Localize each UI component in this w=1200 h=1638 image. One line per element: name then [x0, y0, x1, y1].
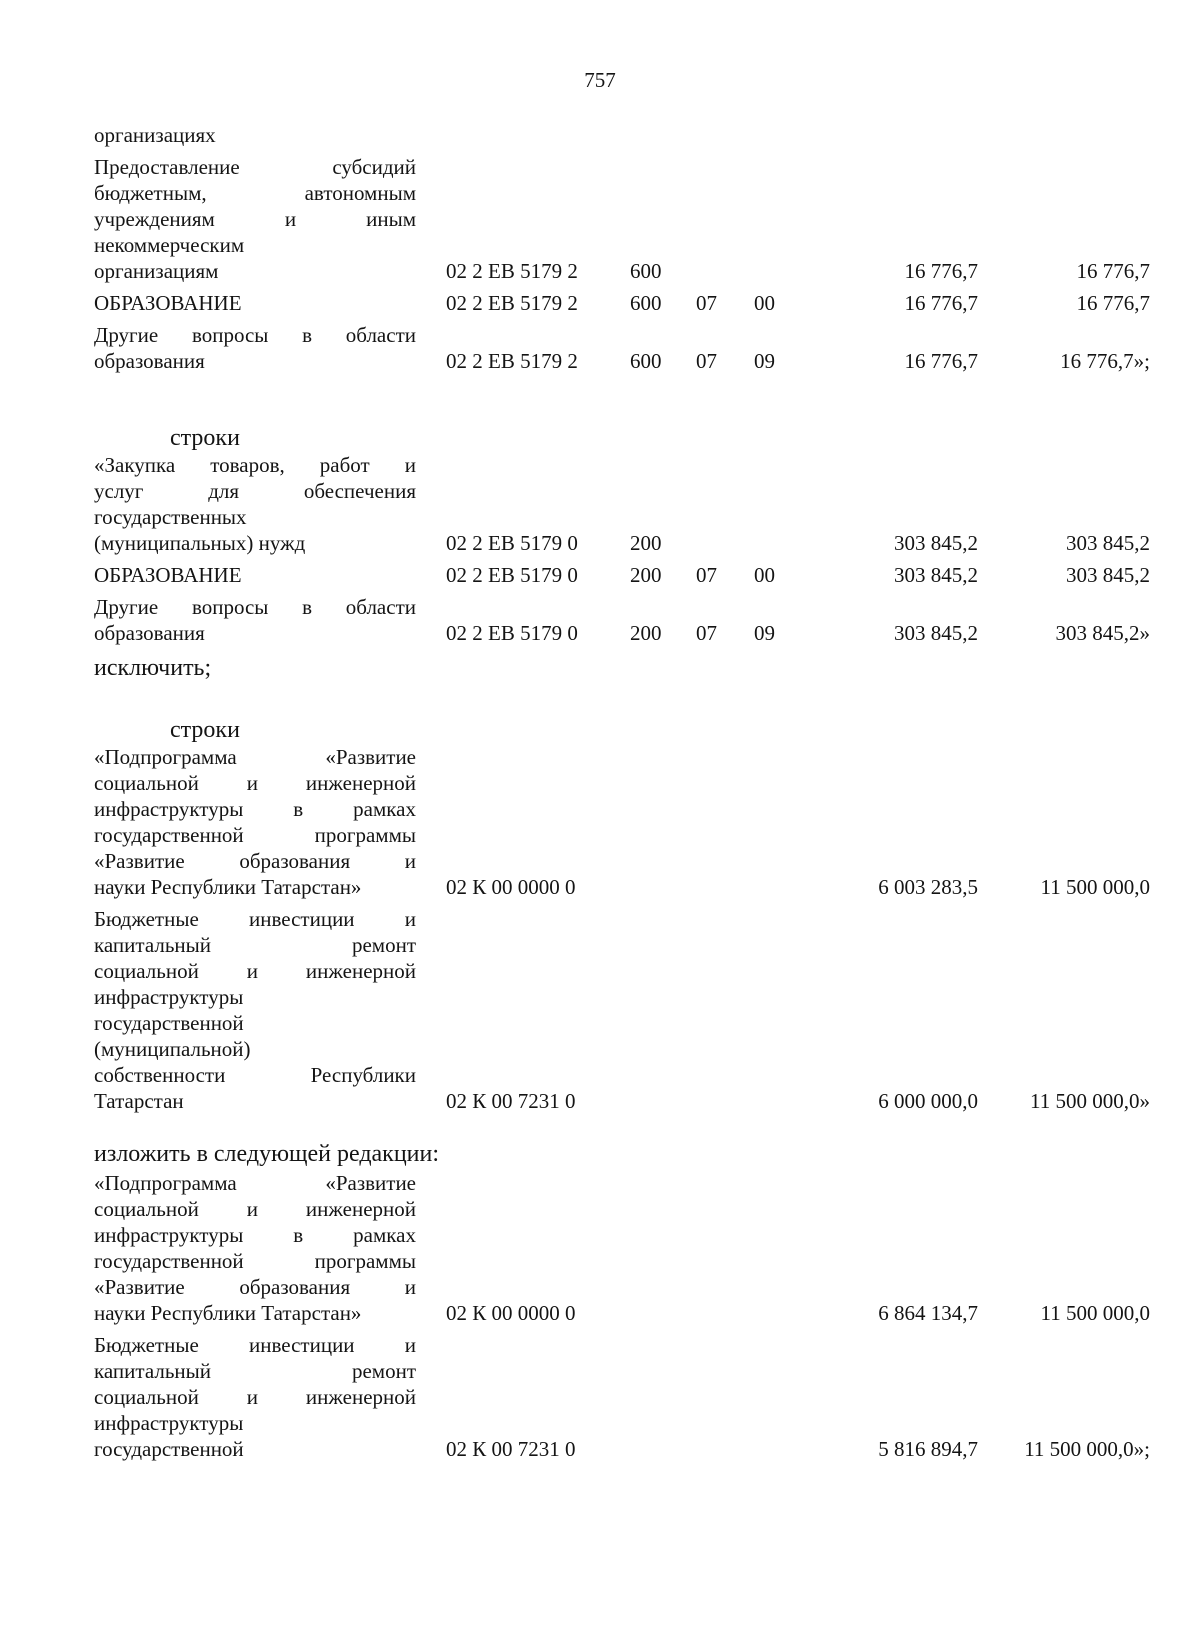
amount-year-2: 11 500 000,0	[1040, 1301, 1150, 1325]
amount-year-1: 303 845,2	[894, 563, 978, 587]
row-description: государственных	[94, 505, 247, 529]
row-description: социальной и инженерной	[94, 771, 416, 795]
subsection-code: 09	[754, 621, 775, 645]
expense-type-code: 600	[630, 291, 662, 315]
row-description: капитальный ремонт	[94, 1359, 416, 1383]
amount-year-1: 16 776,7	[904, 291, 978, 315]
section-1	[94, 122, 1150, 374]
amount-year-2: 16 776,7»;	[1060, 349, 1150, 373]
row-description: Другие вопросы в области	[94, 323, 416, 347]
continuation-line	[94, 122, 1150, 148]
exclude-instruction: исключить;	[94, 655, 212, 681]
row-description: «Подпрограмма «Развитие	[94, 1171, 416, 1195]
row-description: инфраструктуры в рамках	[94, 797, 416, 821]
expense-type-code: 200	[630, 531, 662, 555]
table-row	[94, 906, 1150, 1114]
section-code: 07	[696, 621, 717, 645]
section-code: 07	[696, 291, 717, 315]
target-article-code: 02 К 00 0000 0	[446, 1301, 576, 1325]
target-article-code: 02 2 ЕВ 5179 0	[446, 621, 578, 645]
row-description: науки Республики Татарстан»	[94, 1301, 362, 1325]
table-row	[94, 322, 1150, 374]
row-description: ОБРАЗОВАНИЕ	[94, 291, 242, 315]
amount-year-2: 303 845,2	[1066, 531, 1150, 555]
amount-year-2: 16 776,7	[1076, 291, 1150, 315]
row-description: «Развитие образования и	[94, 849, 416, 873]
amount-year-1: 16 776,7	[904, 259, 978, 283]
row-description: социальной и инженерной	[94, 1197, 416, 1221]
target-article-code: 02 К 00 7231 0	[446, 1089, 576, 1113]
table-row	[94, 744, 1150, 900]
continuation-text: организациях	[94, 123, 216, 147]
target-article-code: 02 2 ЕВ 5179 2	[446, 349, 578, 373]
amount-year-1: 303 845,2	[894, 621, 978, 645]
row-description: инфраструктуры	[94, 1411, 244, 1435]
section-code: 07	[696, 563, 717, 587]
row-description: социальной и инженерной	[94, 959, 416, 983]
row-description: собственности Республики	[94, 1063, 416, 1087]
row-description: инфраструктуры в рамках	[94, 1223, 416, 1247]
subsection-code: 00	[754, 563, 775, 587]
section-heading: строки	[170, 425, 240, 451]
amount-year-1: 6 003 283,5	[878, 875, 978, 899]
section-heading: строки	[170, 717, 240, 743]
row-description: образования	[94, 349, 205, 373]
target-article-code: 02 2 ЕВ 5179 2	[446, 291, 578, 315]
target-article-code: 02 К 00 7231 0	[446, 1437, 576, 1461]
amount-year-2: 11 500 000,0	[1040, 875, 1150, 899]
amount-year-1: 5 816 894,7	[878, 1437, 978, 1461]
section-4	[94, 1170, 1150, 1462]
amount-year-2: 303 845,2»	[1055, 621, 1150, 645]
amount-year-2: 11 500 000,0»	[1030, 1089, 1150, 1113]
amount-year-2: 16 776,7	[1076, 259, 1150, 283]
table-row	[94, 562, 1150, 588]
row-description: Бюджетные инвестиции и	[94, 907, 416, 931]
row-description: Другие вопросы в области	[94, 595, 416, 619]
row-description: ОБРАЗОВАНИЕ	[94, 563, 242, 587]
row-description: капитальный ремонт	[94, 933, 416, 957]
table-row	[94, 1332, 1150, 1462]
target-article-code: 02 2 ЕВ 5179 0	[446, 531, 578, 555]
row-description: «Подпрограмма «Развитие	[94, 745, 416, 769]
row-description: организациям	[94, 259, 219, 283]
row-description: «Закупка товаров, работ и	[94, 453, 416, 477]
row-description: Татарстан	[94, 1089, 184, 1113]
expense-type-code: 600	[630, 259, 662, 283]
row-description: государственной	[94, 1011, 244, 1035]
row-description: Предоставление субсидий	[94, 155, 416, 179]
row-description: науки Республики Татарстан»	[94, 875, 362, 899]
target-article-code: 02 2 ЕВ 5179 0	[446, 563, 578, 587]
row-description: бюджетным, автономным	[94, 181, 416, 205]
table-row	[94, 1170, 1150, 1326]
table-row	[94, 452, 1150, 556]
expense-type-code: 600	[630, 349, 662, 373]
table-row	[94, 154, 1150, 284]
replace-instruction: изложить в следующей редакции:	[94, 1141, 440, 1167]
row-description: государственной программы	[94, 1249, 416, 1273]
amount-year-2: 11 500 000,0»;	[1024, 1437, 1150, 1461]
section-code: 07	[696, 349, 717, 373]
table-row	[94, 290, 1150, 316]
row-description: государственной	[94, 1437, 244, 1461]
amount-year-1: 6 000 000,0	[878, 1089, 978, 1113]
row-description: (муниципальной)	[94, 1037, 251, 1061]
subsection-code: 09	[754, 349, 775, 373]
page-number: 757	[584, 68, 616, 92]
expense-type-code: 200	[630, 621, 662, 645]
row-description: инфраструктуры	[94, 985, 244, 1009]
expense-type-code: 200	[630, 563, 662, 587]
target-article-code: 02 2 ЕВ 5179 2	[446, 259, 578, 283]
row-description: государственной программы	[94, 823, 416, 847]
row-description: (муниципальных) нужд	[94, 531, 306, 555]
amount-year-1: 6 864 134,7	[878, 1301, 978, 1325]
amount-year-2: 303 845,2	[1066, 563, 1150, 587]
section-2	[94, 452, 1150, 646]
row-description: Бюджетные инвестиции и	[94, 1333, 416, 1357]
row-description: «Развитие образования и	[94, 1275, 416, 1299]
table-row	[94, 594, 1150, 646]
amount-year-1: 303 845,2	[894, 531, 978, 555]
amount-year-1: 16 776,7	[904, 349, 978, 373]
row-description: социальной и инженерной	[94, 1385, 416, 1409]
target-article-code: 02 К 00 0000 0	[446, 875, 576, 899]
row-description: учреждениям и иным	[94, 207, 416, 231]
row-description: услуг для обеспечения	[94, 479, 416, 503]
section-3	[94, 744, 1150, 1114]
row-description: некоммерческим	[94, 233, 245, 257]
subsection-code: 00	[754, 291, 775, 315]
row-description: образования	[94, 621, 205, 645]
